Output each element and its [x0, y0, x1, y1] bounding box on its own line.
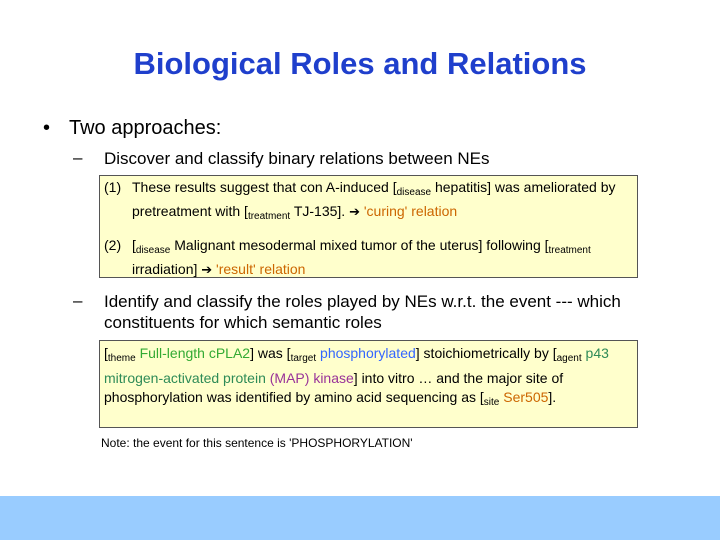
bullet-marker: •: [43, 117, 51, 139]
agent-entity-kinase: (MAP) kinase: [269, 369, 354, 386]
tag-disease: disease: [135, 245, 171, 256]
dash-marker: –: [73, 148, 83, 167]
tag-treatment: treatment: [548, 245, 591, 256]
example-2-text: [$_{disease}$ Malignant mesodermal mixed tumor of the uterus] following [$_{treatment}$ irradiation] ➔ 'result' relation: [132, 237, 591, 277]
arrow-icon: ➔: [201, 262, 213, 277]
approach-2-text: Identify and classify the roles played by NEs w.r.t. the event --- which constituents for which semantic roles: [104, 292, 621, 332]
approach-2: [73, 291, 673, 333]
tag-agent: agent: [556, 353, 582, 364]
approach-1: [73, 148, 673, 169]
tag-theme: theme: [107, 353, 136, 364]
role-example-box: [99, 340, 638, 428]
slide-title: Biological Roles and Relations: [133, 46, 587, 81]
example-1-text: These results suggest that con A-induced [$_{disease}$ hepatitis] was ameliorated by pretreatment with [$_{treatment}$ TJ-135]. ➔ 'curing' relation: [132, 179, 616, 222]
example-1: [104, 178, 624, 226]
relation-label: 'curing' relation: [359, 203, 458, 219]
example-number: (1): [104, 179, 122, 195]
relation-examples-box: [99, 175, 638, 278]
footer-bar: [0, 496, 720, 540]
example-number: (2): [104, 237, 122, 253]
tag-disease: disease: [396, 187, 432, 198]
relation-label: 'result' relation: [212, 261, 306, 277]
bullet-approaches: [43, 117, 221, 140]
theme-entity: Full-length cPLA2: [135, 345, 251, 361]
tag-site: site: [483, 397, 500, 408]
tag-treatment: treatment: [247, 211, 291, 222]
approach-1-text: Discover and classify binary relations between NEs: [104, 149, 490, 168]
target-entity: phosphorylated: [316, 345, 416, 361]
tag-target: target: [290, 353, 317, 364]
agent-entity: p43 mitrogen-activated protein: [104, 345, 609, 386]
event-note: Note: the event for this sentence is 'PHOSPHORYLATION': [101, 436, 413, 450]
arrow-icon: ➔: [349, 204, 360, 219]
role-example-text: [$_{theme}$ Full-length cPLA2] was [$_{target}$ phosphorylated] stoichiometrically by [$_{agent}$ p43 mitrogen-activated protein (MAP) kinase] into vitro … and the major site of phosphorylation was identified by amino acid sequencing as [$_{site}$ Ser505].: [104, 345, 609, 408]
dash-marker: –: [73, 291, 83, 310]
bullet-text: Two approaches:: [69, 117, 222, 139]
site-entity: Ser505: [499, 389, 549, 405]
example-2: [104, 236, 624, 279]
